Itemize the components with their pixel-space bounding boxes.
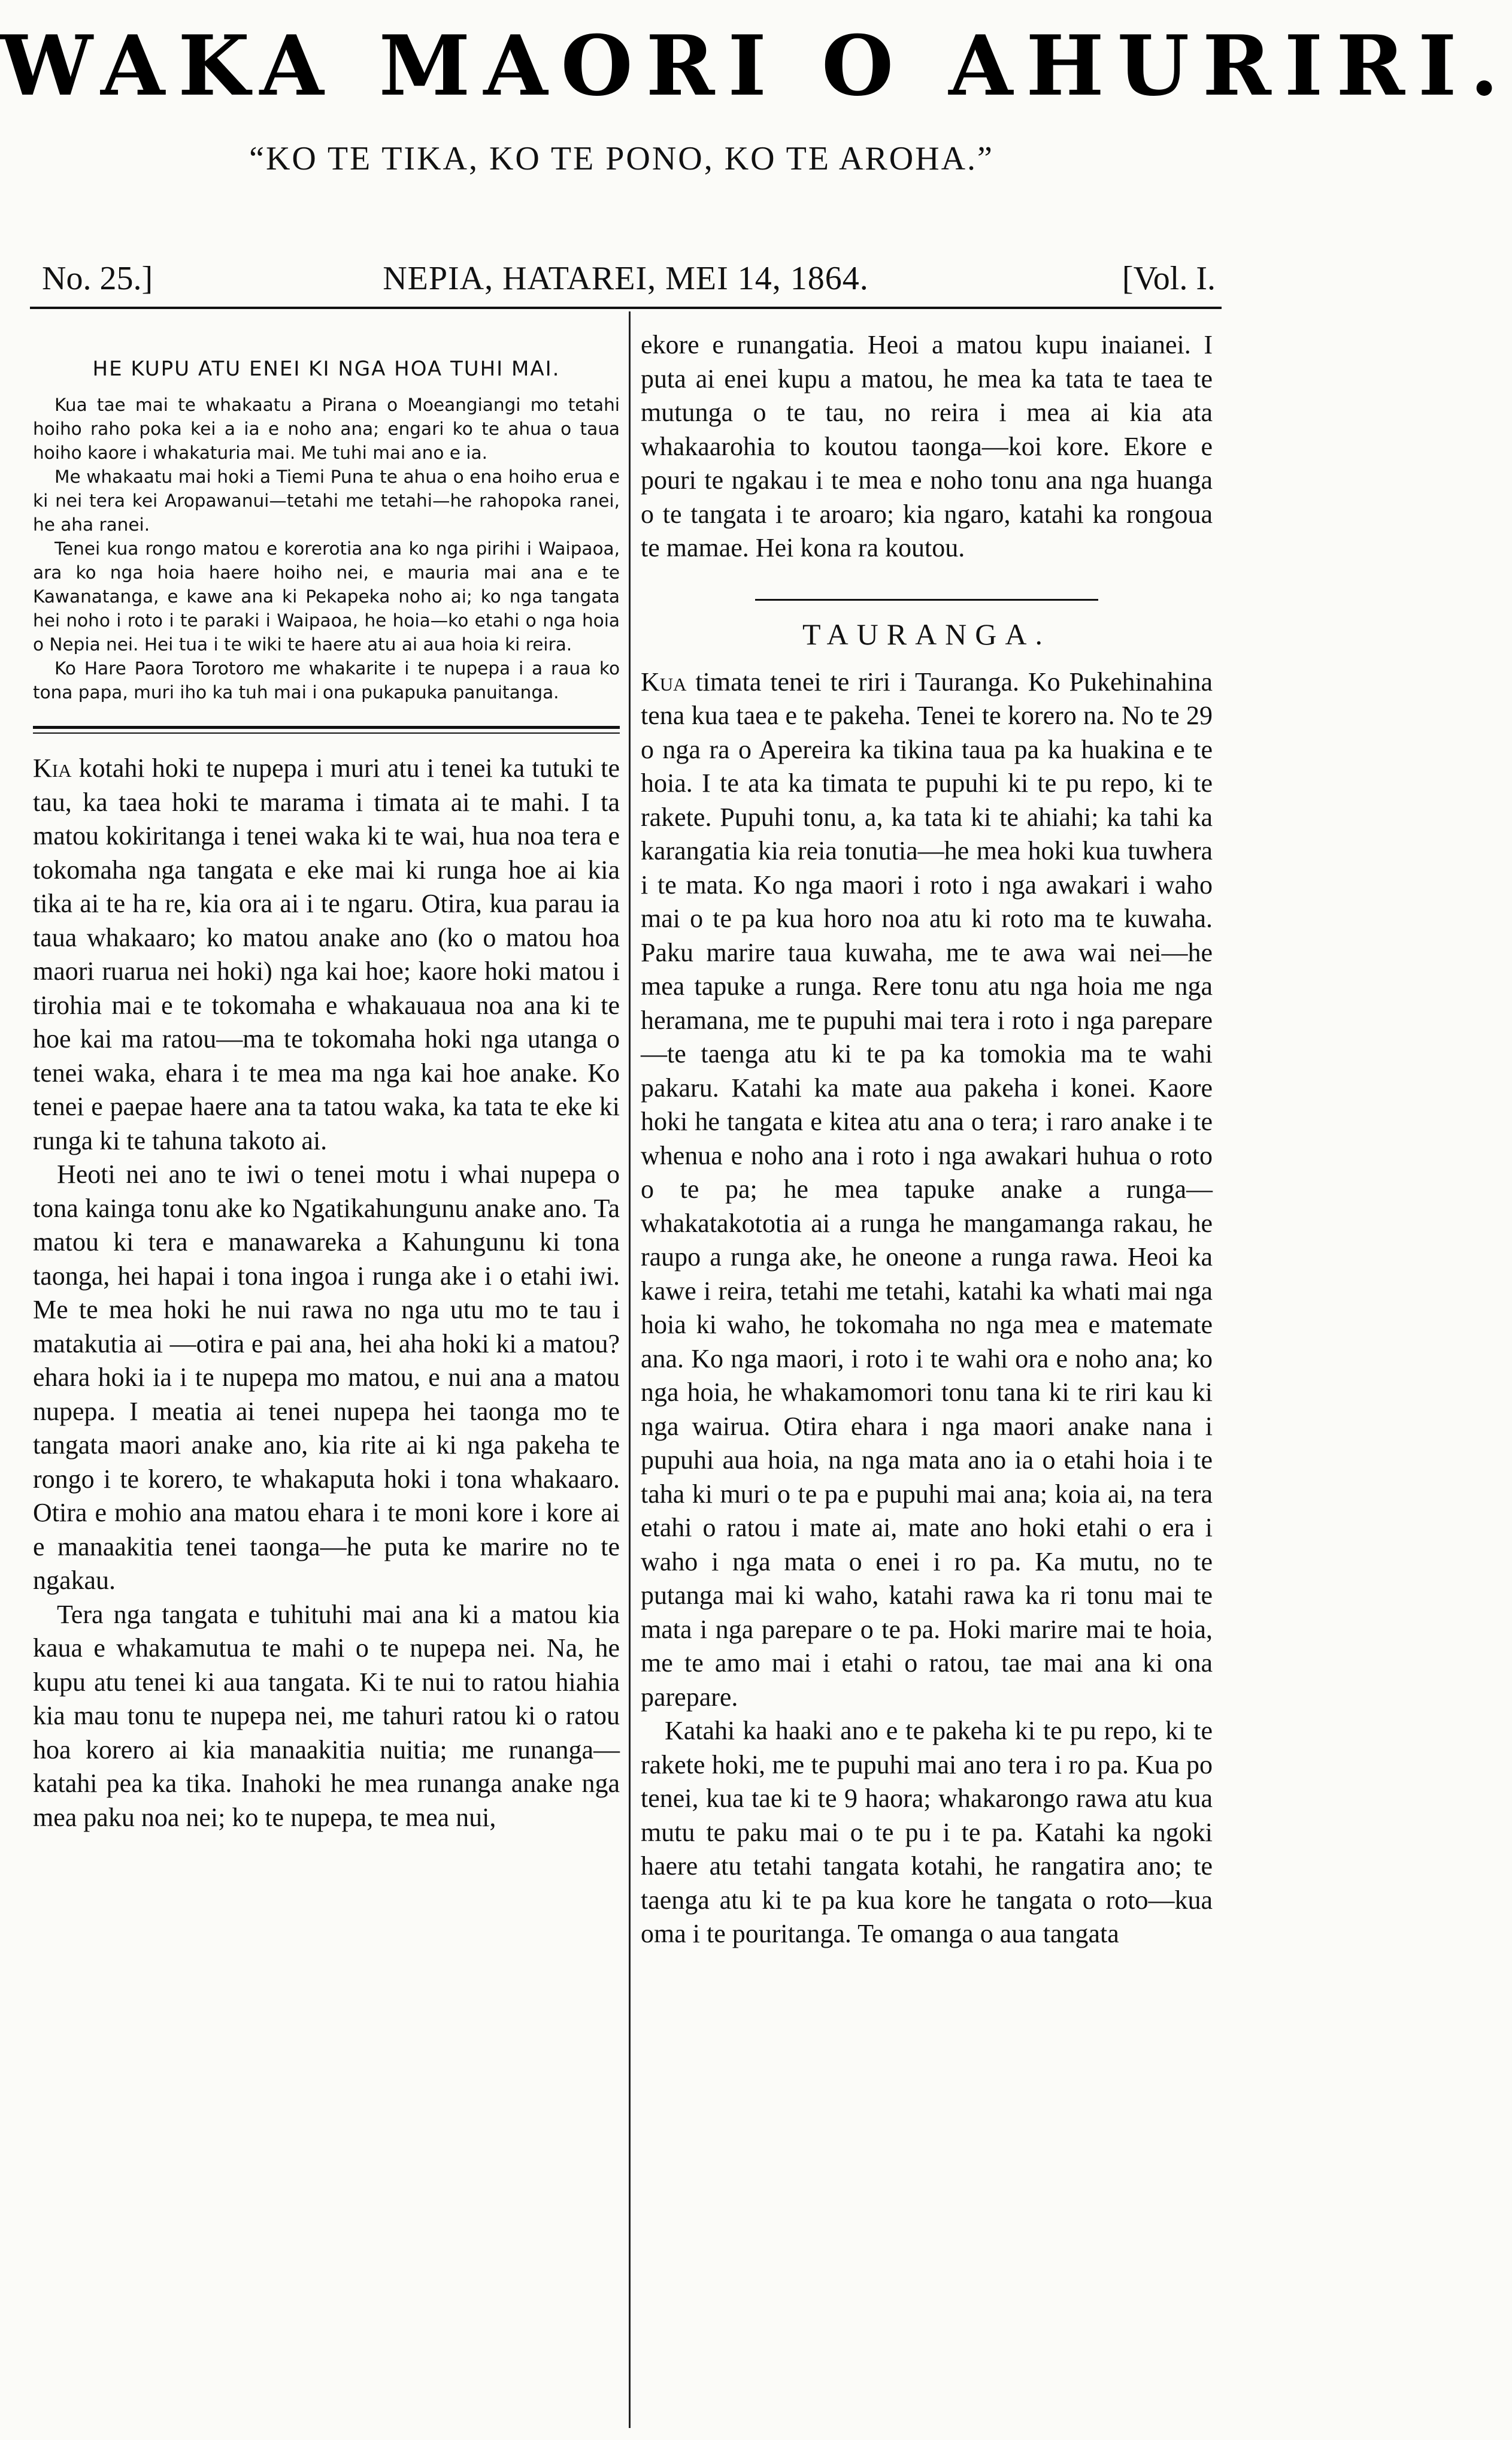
notice-paragraph: Tenei kua rongo matou e korerotia ana ko nga pirihi i Waipaoa, ara ko nga hoia haere hoiho nei, e mauria mai ana e te Kawanatanga, e kawe ana ki Pekapeka noho ai; ko nga tangata hei noho i roto i te paraki i Waipaoa, he hoia—ko etahi o nga hoia o Nepia nei. Hei tua i te wiki te haere atu ai aua hoia ki reira. <box>33 538 620 655</box>
section-divider <box>33 726 620 734</box>
issue-date: NEPIA, HATAREI, MEI 14, 1864. <box>383 260 869 297</box>
section-title-tauranga: TAURANGA. <box>802 617 1052 651</box>
tauranga-dropcap: Kua <box>641 667 687 697</box>
notice-paragraph: Me whakaatu mai hoki a Tiemi Puna te ahua o ena hoiho erua e ki nei tera kei Aropawanui—tetahi me tetahi—he rahopoka ranei, he aha ranei. <box>33 467 620 535</box>
issue-number: No. 25.] <box>42 260 153 297</box>
notice-section <box>33 355 620 704</box>
tauranga-paragraph-text: timata tenei te riri i Tauranga. Ko Pukehinahina tena kua taea e te pakeha. Tenei te korero na. No te 29 o nga ra o Apereira ka tikina taua pa ka huakina e te hoia. I te ata ka timata te pupuhi ki te pu repo, ki te rakete. Pupuhi tonu, a, ka tata ki te ahiahi; ka tahi ka karangatia kia reia tonutia—he mea hoki kua tuwhera i te mata. Ko nga maori i roto i nga awakari i waho mai o te pa kua horo noa atu ki roto ma te kuwaha. Paku marire taua kuwaha, me te awa wai nei—he mea tapuke a runga. Rere tonu atu nga hoia me nga heramana, me te pupuhi mai tera i roto i nga parepare—te taenga atu ki te pa ka tomokia ma te wahi pakaru. Katahi ka mate aua pakeha i konei. Kaore hoki he tangata e kitea atu ana o tera; i raro anake i te whenua e noho ana i roto i nga awakari huhua o roto o te pa; he mea tapuke anake a runga—whakatakototia ai a runga he mangamanga rakau, he raupo a runga ake, he oneone a runga rawa. Heoi ka kawe i reira, tetahi me tetahi, katahi ka whati mai nga hoia ki waho, he tokomaha no nga mea e matemate ana. Ko nga maori, i roto i te wahi ora e noho ana; ko nga hoia, he whakamomori tonu tana ki te riri kau ki nga wairua. Otira ehara i nga maori anake nana i pupuhi aua hoia, na nga mata ano ia o etahi hoia i te taha ki muri o te pa e pupuhi mai ana; koia ai, na tera etahi o ratou i mate ai, mate ano hoki etahi o era i waho i nga mata o enei i ro pa. Ka mutu, no te putanga mai ki waho, katahi rawa ka ri tonu mai te mata i nga parepare o te pa. Hoki marire mai te hoia, me te amo mai i etahi o ratou, tae mai ana ki ona parepare. <box>641 667 1213 1712</box>
left-column <box>33 321 620 2428</box>
article-paragraph: Tera nga tangata e tuhituhi mai ana ki a matou kia kaua e whakamutua te mahi o te nupepa nei. Na, he kupu atu tenei ki aua tangata. Ki te nui to ratou hiahia kia mau tonu te nupepa nei, me tahuri ratou ki o ratou hoa korero ai kia manaakitia nuitia; me runanga—katahi pea ka tika. Inahoki he mea runanga anake nga mea paku noa nei; ko te nupepa, te mea nui, <box>33 1599 620 1832</box>
right-column <box>641 321 1213 2428</box>
tauranga-paragraph: Katahi ka haaki ano e te pakeha ki te pu repo, ki te rakete hoki, me te pupuhi mai ano tera i ro pa. Kua po tenei, kua tae ki te 9 haora; whakarongo rawa atu kua mutu te paku mai o te pu i te pa. Katahi ka ngoki haere atu tetahi tangata kotahi, he rangatira ano; te taenga atu ki te pa kua kore he tangata o roto—kua oma i te pouritanga. Te omanga o aua tangata <box>641 1716 1213 1948</box>
notice-paragraph: Kua tae mai te whakaatu a Pirana o Moeangiangi mo tetahi hoiho raho poka kei a ia e noho ana; engari ko te ahua o taua hoiho kaore i whakaturia mai. Me tuhi mai ano e ia. <box>33 395 620 463</box>
notice-title: HE KUPU ATU ENEI KI NGA HOA TUHI MAI. <box>92 357 560 381</box>
article-paragraph <box>33 752 620 1158</box>
column-divider <box>629 311 631 2428</box>
article-continuation: ekore e runangatia. Heoi a matou kupu inaianei. I puta ai enei kupu a matou, he mea ka tata te taea te mutunga o te tau, no reira i mea ai kia ata whakaarohia to koutou taonga—koi kore. Ekore e pouri te ngakau i te mea e noho tonu ana nga huanga o te tangata i te aroaro; kia ngaro, katahi ka rongoua te mamae. Hei kona ra koutou. <box>641 330 1213 562</box>
header-rule <box>30 307 1222 309</box>
tauranga-paragraph <box>641 665 1213 1715</box>
article-paragraph-text: kotahi hoki te nupepa i muri atu i tenei ka tutuki te tau, ka taea hoki te marama i timata ai te mahi. I ta matou kokiritanga i tenei waka ki te wai, hua noa tera e tokomaha nga tangata e eke mai ki runga hoe ai kia tika ai te ha re, kia ora ai i te ngaru. Otira, kua parau ia taua whakaaro; ko matou anake ano (ko o matou hoa maori ruarua nei hoki) nga kai hoe; kaore hoki matou i tirohia mai e te tokomaha e whakauaua noa ana ki te hoe kai ma ratou—ma te tokomaha hoki nga utanga o tenei waka, ehara i te mea ma nga kai hoe anake. Ko tenei e paepae haere ana ta tatou waka, ka tata te eke ki runga ki te tahuna takoto ai. <box>33 753 620 1155</box>
masthead-title: WAKA MAORI O AHURIRI. <box>0 17 1512 114</box>
notice-paragraph: Ko Hare Paora Torotoro me whakarite i te nupepa i a raua ko tona papa, muri iho ka tuh mai i ona pukapuka panuitanga. <box>33 658 620 703</box>
article-paragraph: Heoti nei ano te iwi o tenei motu i whai nupepa o tona kainga tonu ake ko Ngatikahungunu anake ano. Ta matou ki tera e manawareka a Kahungunu ki tona taonga, hei hapai i tona ingoa i runga ake i o etahi iwi. Me te mea hoki he nui rawa no nga utu mo te tau i matakutia ai —otira e pai ana, hei aha hoki ki a matou? ehara hoki ia i te nupepa mo matou, e nui ana a matou nupepa. I meatia ai tenei nupepa hei taonga mo te tangata maori anake ano, kia rite ai ki nga pakeha te rongo i te korero, te whakaputa hoki i tona whakaaro. Otira e mohio ana matou ehara i te moni kore i kore ai e manaakitia tenei taonga—he puta ke marire no te ngakau. <box>33 1160 620 1595</box>
issue-bar <box>30 258 1222 299</box>
tauranga-column <box>641 328 1213 1951</box>
editorial-article <box>33 752 620 1834</box>
issue-volume: [Vol. I. <box>1122 260 1216 297</box>
masthead-motto: “KO TE TIKA, KO TE PONO, KO TE AROHA.” <box>249 140 994 177</box>
article-dropcap: Kia <box>33 753 72 783</box>
section-rule <box>755 599 1098 601</box>
